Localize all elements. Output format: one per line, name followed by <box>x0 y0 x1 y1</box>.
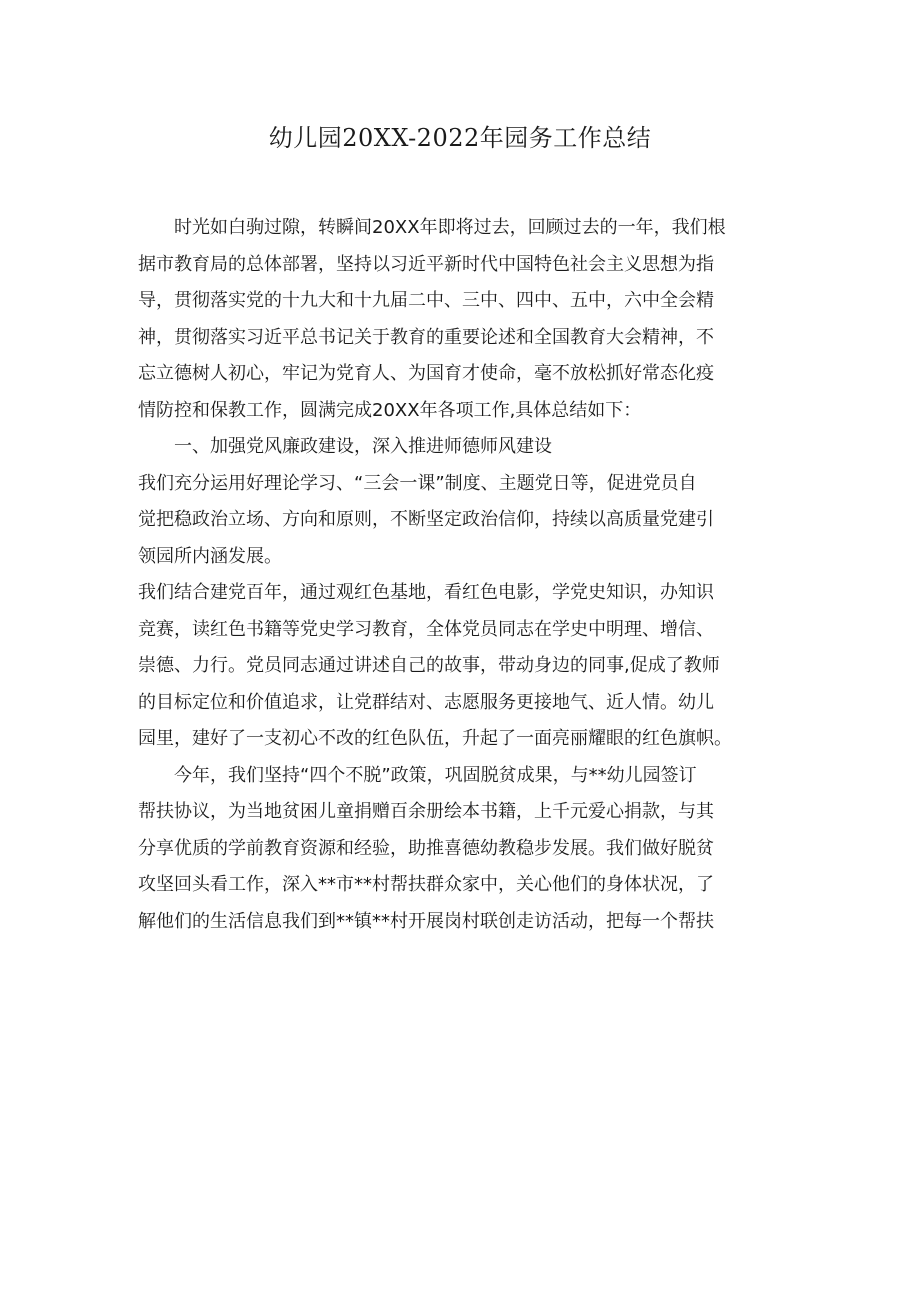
text-line: 觉把稳政治立场、方向和原则，不断坚定政治信仰，持续以高质量党建引 <box>138 509 714 530</box>
text-line: 崇德、力行。党员同志通过讲述自己的故事，带动身边的同事,促成了教师 <box>138 655 720 676</box>
text-line: 忘立德树人初心，牢记为党育人、为国育才使命，毫不放松抓好常态化疫 <box>138 363 714 384</box>
text-line: 我们结合建党百年，通过观红色基地，看红色电影，学党史知识，办知识 <box>138 582 714 603</box>
text-line: 竞赛，读红色书籍等党史学习教育，全体党员同志在学史中明理、增信、 <box>138 618 714 640</box>
text-line: 今年，我们坚持“四个不脱”政策，巩固脱贫成果，与**幼儿园签订 <box>174 764 697 786</box>
text-line: 的目标定位和价值追求，让党群结对、志愿服务更接地气、近人情。幼儿 <box>138 691 714 713</box>
text-line: 情防控和保教工作，圆满完成20XX年各项工作,具体总结如下： <box>138 399 642 421</box>
text-line: 神，贯彻落实习近平总书记关于教育的重要论述和全国教育大会精神，不 <box>138 326 714 348</box>
text-line: 帮扶协议，为当地贫困儿童捐赠百余册绘本书籍，上千元爱心捐款，与其 <box>138 801 714 822</box>
document-body <box>138 210 798 940</box>
text-line: 导，贯彻落实党的十九大和十九届二中、三中、四中、五中，六中全会精 <box>138 290 714 311</box>
document-title: 幼儿园20XX-2022年园务工作总结 <box>268 124 652 152</box>
text-line: 我们充分运用好理论学习、“三会一课”制度、主题党日等，促进党员自 <box>138 472 697 494</box>
text-line: 园里，建好了一支初心不改的红色队伍，升起了一面亮丽耀眼的红色旗帜。 <box>138 728 732 749</box>
text-line: 领园所内涵发展。 <box>138 545 282 567</box>
text-line: 分享优质的学前教育资源和经验，助推喜德幼教稳步发展。我们做好脱贫 <box>138 837 714 859</box>
text-line: 据市教育局的总体部署，坚持以习近平新时代中国特色社会主义思想为指 <box>138 253 714 275</box>
text-line: 解他们的生活信息我们到**镇**村开展岗村联创走访活动，把每一个帮扶 <box>138 910 714 932</box>
text-line: 攻坚回头看工作，深入**市**村帮扶群众家中，关心他们的身体状况，了 <box>138 874 714 895</box>
text-line: 时光如白驹过隙，转瞬间20XX年即将过去，回顾过去的一年，我们根 <box>174 217 726 238</box>
text-line: 一、加强党风廉政建设，深入推进师德师风建设 <box>174 436 552 457</box>
